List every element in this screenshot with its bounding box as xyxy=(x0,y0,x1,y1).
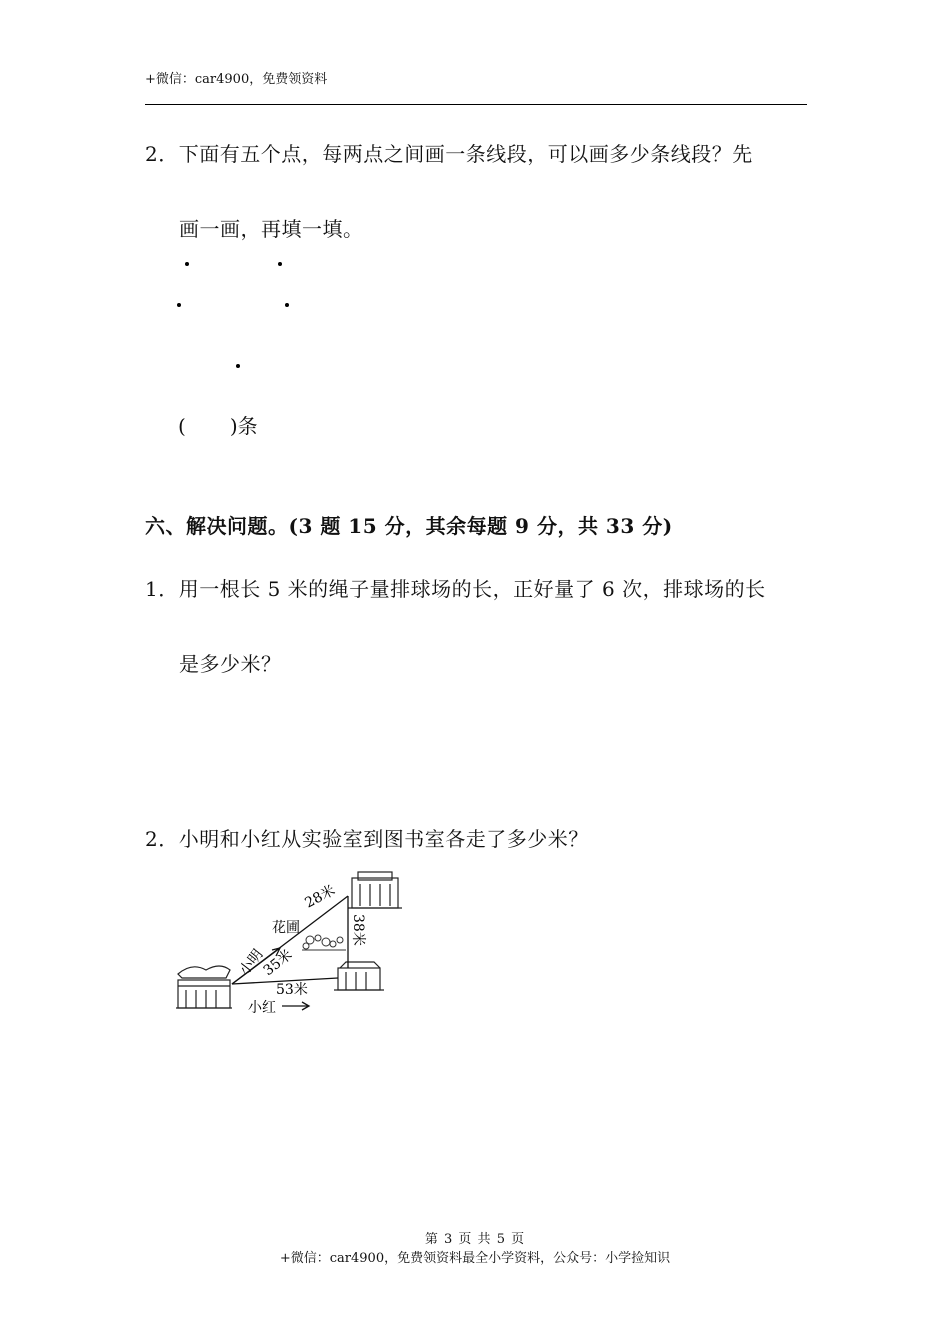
header-rule xyxy=(145,104,807,105)
question-2-line-2: 画一画，再填一填。 xyxy=(179,217,364,241)
flower-garden-icon xyxy=(302,935,346,950)
point-1 xyxy=(185,262,189,266)
label-flower-garden: 花圃 xyxy=(272,920,300,936)
route-diagram xyxy=(168,866,418,1020)
header-note: +微信：car4900，免费领资料 xyxy=(145,72,328,87)
label-28-meters: 28米 xyxy=(302,882,338,912)
point-5 xyxy=(236,364,240,368)
building-icon xyxy=(334,962,384,990)
section-6-title: 六、解决问题。(3 题 15 分，其余每题 9 分，共 33 分) xyxy=(145,514,673,538)
question-2-line-1: 2．下面有五个点，每两点之间画一条线段，可以画多少条线段？先 xyxy=(145,142,753,166)
point-4 xyxy=(285,303,289,307)
label-38-meters: 38米 xyxy=(350,914,366,946)
label-35-meters: 35米 xyxy=(260,946,296,980)
point-2 xyxy=(278,262,282,266)
lab-building-icon xyxy=(176,966,232,1008)
label-53-meters: 53米 xyxy=(276,982,308,998)
problem-1-line-2: 是多少米？ xyxy=(179,652,282,676)
library-building-icon xyxy=(348,872,402,908)
problem-1-line-1: 1．用一根长 5 米的绳子量排球场的长，正好量了 6 次，排球场的长 xyxy=(145,577,766,601)
point-3 xyxy=(177,303,181,307)
answer-unit: )条 xyxy=(229,414,258,438)
label-xiaoming: 小明 xyxy=(236,946,267,979)
label-xiaohong: 小红 xyxy=(248,1000,276,1016)
page-number: 第 3 页 共 5 页 xyxy=(424,1232,526,1247)
answer-blank xyxy=(178,410,258,439)
answer-open-paren: ( xyxy=(178,414,186,438)
footer-note: +微信：car4900，免费领资料最全小学资料，公众号：小学捡知识 xyxy=(279,1251,671,1266)
problem-2-line-1: 2．小明和小红从实验室到图书室各走了多少米？ xyxy=(145,827,589,851)
